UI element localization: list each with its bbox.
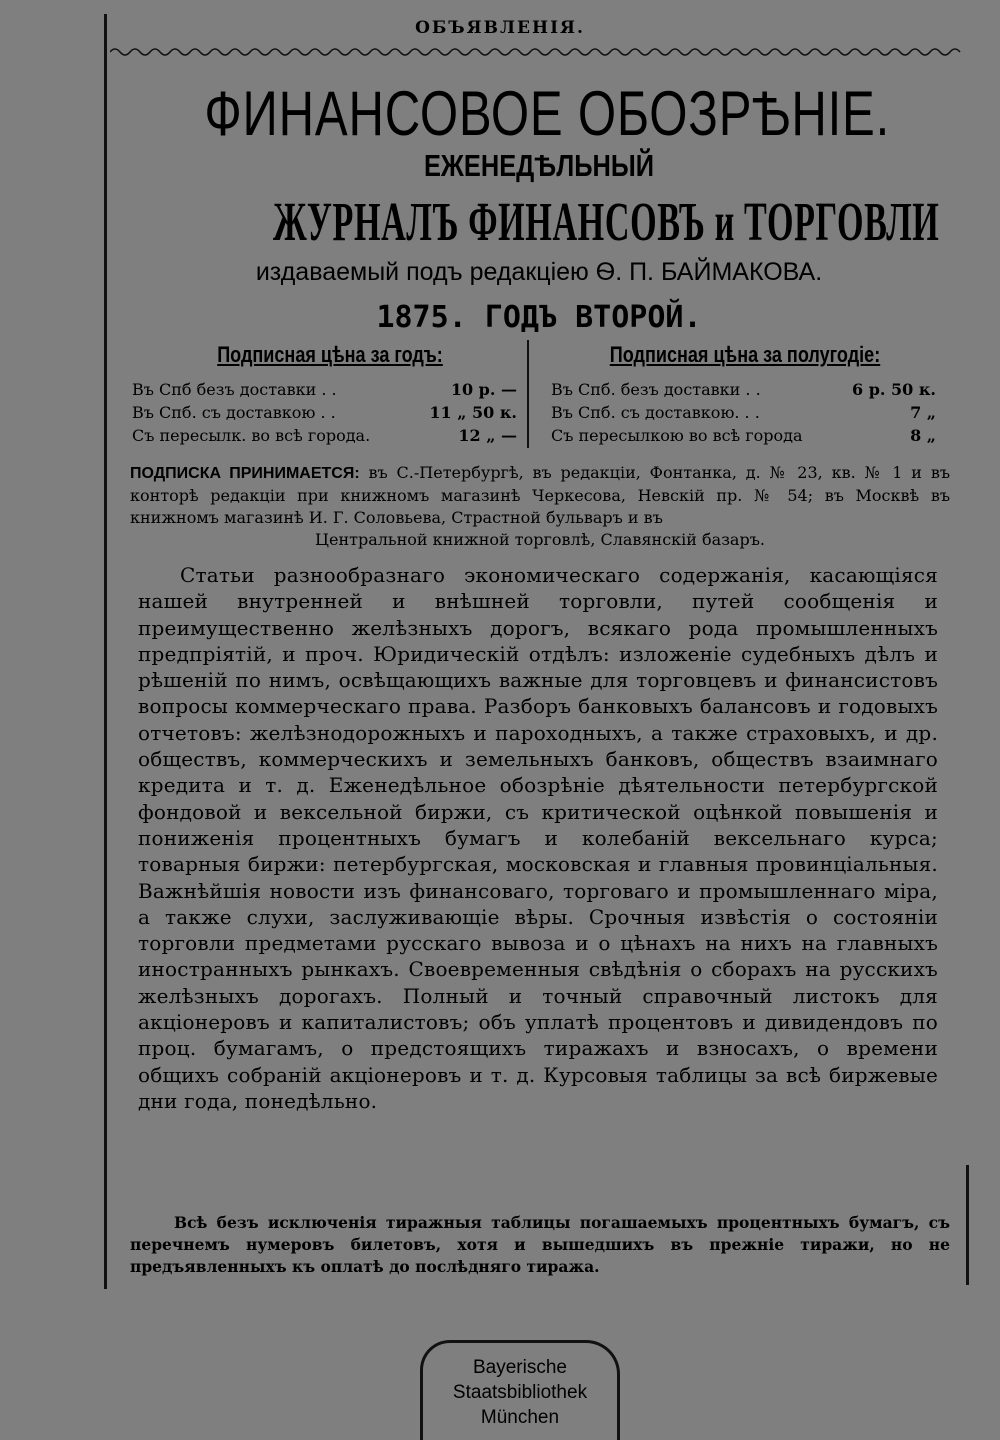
price-row	[132, 403, 517, 426]
price-row	[132, 380, 517, 403]
library-stamp	[420, 1340, 620, 1440]
stamp-line: Bayerische	[473, 1357, 567, 1378]
price-list-half	[551, 380, 936, 449]
price-value: 8 „	[910, 426, 936, 445]
year-line: 1875. ГОДЪ ВТОРОЙ.	[376, 300, 702, 335]
subscription-label: ПОДПИСКА ПРИНИМАЕТСЯ:	[130, 465, 360, 482]
price-label: Въ Спб. безъ доставки . .	[551, 380, 761, 399]
footnote-paragraph: Всѣ безъ исключенія тиражныя таблицы погашаемыхъ процентныхъ бумагъ, съ перечнемъ нумеровъ билетовъ, хотя и вышедшихъ въ прежніе тиражи, но не предъявленныхъ къ оплатѣ до послѣдняго тиража.	[130, 1213, 950, 1276]
price-list-year	[132, 380, 517, 449]
subscription-text: въ С.-Петербургѣ, въ редакціи, Фонтанка, д. № 23, кв. № 1 и въ конторѣ редакціи при книжномъ магазинѣ Черкесова, Невскій пр. № 54; въ Москвѣ въ книжномъ магазинѣ И. Г. Соловьева, Страстной бульваръ и въ	[130, 463, 951, 527]
price-label: Въ Спб безъ доставки . .	[132, 380, 337, 399]
page-header: ОБЪЯВЛЕНІЯ.	[415, 18, 585, 38]
wavy-divider	[110, 46, 968, 58]
price-value: 7 „	[910, 403, 936, 422]
price-row	[132, 426, 517, 449]
price-heading-year: Подписная цѣна за годъ:	[217, 342, 443, 367]
price-row	[551, 426, 936, 449]
journal-title: ФИНАНСОВОЕ ОБОЗРѢНІЕ.	[204, 79, 891, 149]
journal-subtitle-main: ЖУРНАЛЪ ФИНАНСОВЪ и ТОРГОВЛИ	[273, 191, 940, 252]
stamp-line: Staatsbibliothek	[452, 1382, 588, 1403]
price-heading-half: Подписная цѣна за полугодіе:	[609, 342, 881, 367]
price-value: 10 р. —	[450, 380, 517, 399]
price-column-divider	[527, 340, 529, 448]
price-label: Въ Спб. съ доставкою . .	[132, 403, 336, 422]
price-row	[551, 380, 936, 403]
subscription-info	[130, 462, 950, 551]
description-paragraph: Статьи разнообразнаго экономическаго содержанія, касающіяся нашей внутренней и внѣшней торговли, путей сообщенія и преимущественно желѣзныхъ дорогъ, всякаго рода промышленныхъ предпріятій, и проч. Юридическій отдѣлъ: изложеніе судебныхъ дѣлъ и рѣшеній по нимъ, освѣщающихъ важные для торговцевъ и финансистовъ вопросы коммерческаго права. Разборъ банковыхъ балансовъ и годовыхъ отчетовъ: желѣзнодорожныхъ и пароходныхъ, а также страховыхъ, и др. обществъ, коммерческихъ и земельныхъ банковъ, обществъ взаимнаго кредита и т. д. Еженедѣльное обозрѣніе дѣятельности петербургской фондовой и вексельной биржи, съ критической оцѣнкой повышенія и пониженія процентныхъ бумагъ и колебаній вексельнаго курса; товарныя биржи: петербургская, московская и главныя провинціальныя. Важнѣйшія новости изъ финансоваго, торговаго и промышленнаго міра, а также слухи, заслуживающіе вѣры. Срочныя извѣстія о состояніи торговли предметами русскаго вывоза и о цѣнахъ на нихъ на главныхъ иностранныхъ рынкахъ. Своевременныя свѣдѣнія о сборахъ на русскихъ желѣзныхъ дорогахъ. Полный и точный справочный листокъ для акціонеровъ и капиталистовъ; объ уплатѣ процентовъ и дивидендовъ по проц. бумагамъ, о предстоящихъ тиражахъ и взносахъ, о времени общихъ собраній акціонеровъ и т. д. Курсовыя таблицы за всѣ биржевые дни года, понедѣльно.	[138, 563, 938, 1113]
price-value: 11 „ 50 к.	[429, 403, 517, 422]
price-label: Съ пересылк. во всѣ города.	[132, 426, 371, 445]
editor-line: издаваемый подъ редакціею Ѳ. П. БАЙМАКОВА.	[255, 258, 823, 286]
stamp-line: München	[480, 1407, 560, 1428]
left-border-rule	[104, 14, 107, 1289]
price-value: 6 р. 50 к.	[852, 380, 936, 399]
price-label: Въ Спб. съ доставкою. . .	[551, 403, 760, 422]
price-row	[551, 403, 936, 426]
price-label: Съ пересылкою во всѣ города	[551, 426, 803, 445]
price-value: 12 „ —	[458, 426, 517, 445]
subscription-last-line: Центральной книжной торговлѣ, Славянскій базаръ.	[315, 530, 765, 549]
right-border-rule	[966, 1165, 969, 1285]
journal-subtitle-weekly: ЕЖЕНЕДѢЛЬНЫЙ	[423, 148, 655, 183]
